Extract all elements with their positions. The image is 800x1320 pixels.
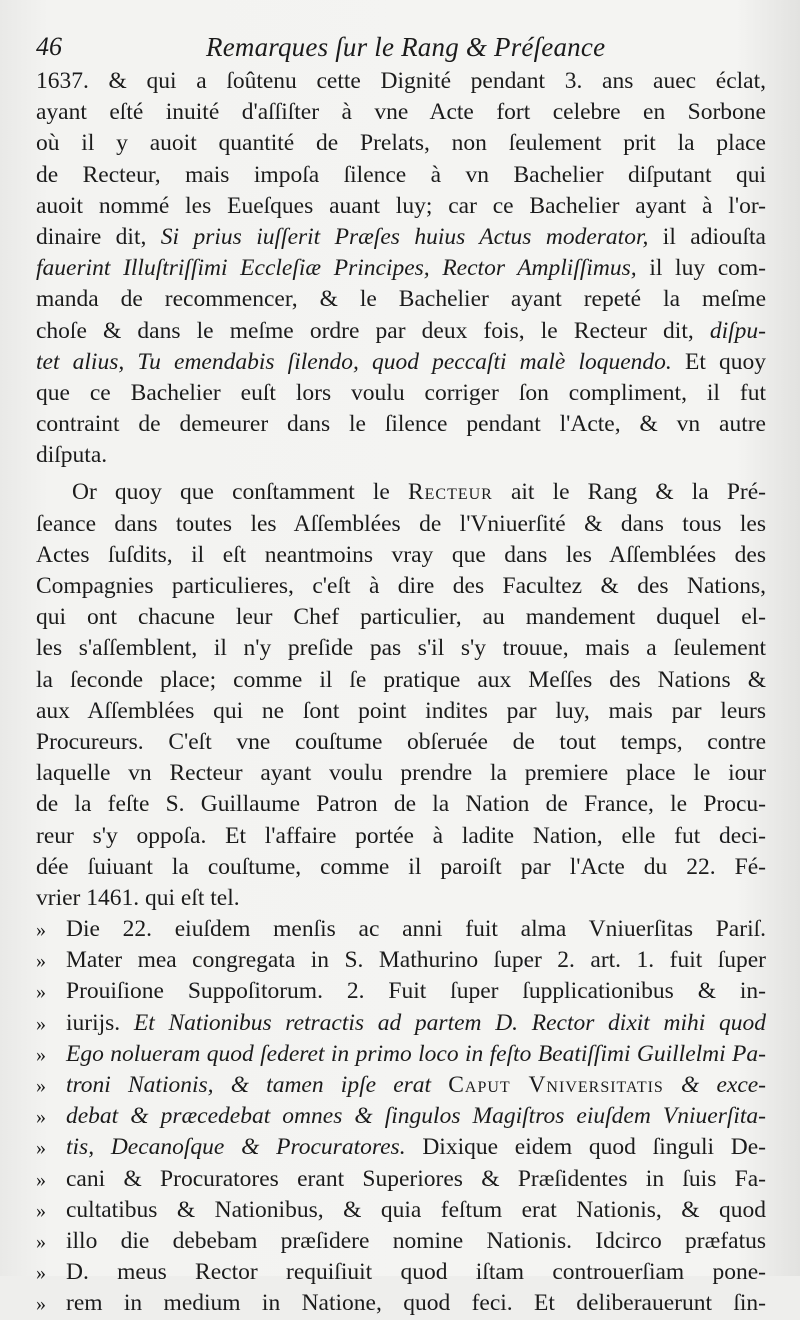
text-roman: iurijs.	[66, 1009, 134, 1036]
quoted-act	[36, 914, 766, 1319]
text-line	[36, 347, 766, 378]
text-roman: rem in medium in Natione, quod feci. Et deliberauerunt ſin-	[66, 1290, 766, 1317]
text-line: Actes ſuſdits, il eſt neantmoins vray que dans les Aſſemblées des	[36, 541, 766, 568]
text-line: aux Aſſemblées qui ne ſont point indites par luy, mais par leurs	[36, 697, 766, 724]
quote-line	[36, 1039, 766, 1070]
text-line: manda de recommencer, & le Bachelier ayant repeté la meſme	[36, 286, 766, 313]
small-caps-word: Recteur	[407, 479, 493, 506]
latin-italic: fauerint Illuſtriſſimi Eccleſiæ Principes, Rector Ampliſſimus,	[36, 255, 637, 282]
guillemet: »	[36, 1293, 46, 1316]
text-line: de Recteur, mais impoſa ſilence à vn Bachelier diſputant qui	[36, 161, 766, 188]
guillemet: »	[36, 1230, 46, 1253]
quote-line	[36, 1101, 766, 1132]
text-roman: cani & Procuratores erant Superiores & Præſidentes in ſuis Fa-	[66, 1165, 766, 1192]
guillemet: »	[36, 1199, 46, 1222]
text-line: qui ont chacune leur Chef particulier, au mandement duquel el-	[36, 604, 766, 631]
text-line: que ce Bachelier euſt lors voulu corriger ſon compliment, il fut	[36, 379, 766, 406]
text-line: vrier 1461. qui eſt tel.	[36, 884, 240, 911]
quote-line	[36, 1257, 766, 1288]
text-line: laquelle vn Recteur ayant voulu prendre la premiere place le iour	[36, 760, 766, 787]
quote-line	[36, 914, 766, 945]
guillemet: »	[36, 1262, 46, 1285]
quote-line	[36, 1226, 766, 1257]
text-line: reur s'y oppoſa. Et l'affaire portée à ladite Nation, elle fut deci-	[36, 822, 766, 849]
paragraph-2	[36, 477, 766, 914]
text-roman: D. meus Rector requiſiuit quod iſtam controuerſiam pone-	[66, 1259, 766, 1286]
quote-line	[36, 1008, 766, 1039]
page-header	[36, 28, 766, 68]
page-number: 46	[36, 32, 62, 61]
guillemet: »	[36, 950, 46, 973]
small-caps-phrase: Caput Vniversitatis	[448, 1072, 664, 1098]
text-roman: Dixique eidem quod ſinguli De-	[405, 1134, 766, 1161]
quote-line	[36, 1288, 766, 1319]
running-title: Remarques ſur le Rang & Préſeance	[206, 32, 606, 62]
text-roman: ait le Rang & la Pré-	[492, 479, 766, 506]
guillemet: »	[36, 1043, 46, 1066]
text-line	[36, 477, 766, 508]
text-line: les s'aſſemblent, il n'y preſide pas s'il s'y trouue, mais a ſeulement	[36, 635, 766, 662]
text-line: Procureurs. C'eſt vne couſtume obſeruée de tout temps, contre	[36, 728, 766, 755]
text-line: la ſeconde place; comme il ſe pratique aux Meſſes des Nations &	[36, 666, 766, 693]
guillemet: »	[36, 981, 46, 1004]
text-line: auoit nommé les Eueſques auant luy; car ce Bachelier ayant à l'or-	[36, 192, 766, 219]
guillemet: »	[36, 1106, 46, 1129]
text-line: de la feſte S. Guillaume Patron de la Nation de France, le Procu-	[36, 791, 766, 818]
text-roman: dinaire dit,	[36, 223, 161, 250]
latin-italic: & exce-	[663, 1072, 766, 1098]
latin-italic: troni Nationis, & tamen ipſe erat	[66, 1072, 449, 1098]
latin-italic: diſpu-	[709, 317, 766, 344]
text-line: contraint de demeurer dans le ſilence pendant l'Acte, & vn autre	[36, 411, 766, 438]
guillemet: »	[36, 1012, 46, 1035]
quote-line	[36, 945, 766, 976]
guillemet: »	[36, 919, 46, 942]
text-roman: choſe & dans le meſme ordre par deux fois, le Recteur dit,	[36, 317, 710, 344]
quote-line	[36, 1132, 766, 1163]
text-line: dée ſuiuant la couſtume, comme il paroiſt par l'Acte du 22. Fé-	[36, 853, 766, 880]
text-line: Compagnies particulieres, c'eſt à dire des Facultez & des Nations,	[36, 573, 766, 599]
quote-line	[36, 1070, 766, 1101]
body-text	[36, 66, 766, 1320]
latin-italic: tet alius, Tu emendabis ſilendo, quod peccaſti malè loquendo.	[36, 348, 672, 375]
latin-italic: Si prius iuſſerit Præſes huius Actus moderator,	[160, 223, 649, 250]
guillemet: »	[36, 1168, 46, 1191]
quote-line	[36, 1164, 766, 1195]
text-line: diſputa.	[36, 442, 108, 469]
text-line: 1637. & qui a ſoûtenu cette Dignité pendant 3. ans auec éclat,	[36, 68, 766, 94]
latin-italic: debat & præcedebat omnes & ſingulos Magiſtros eiuſdem Vniuerſita-	[66, 1103, 766, 1130]
latin-italic: Et Nationibus retractis ad partem D. Rector dixit mihi quod	[133, 1009, 766, 1036]
guillemet: »	[36, 1075, 46, 1097]
text-line	[36, 316, 766, 347]
quote-line	[36, 976, 766, 1007]
text-roman: Et quoy	[671, 348, 766, 375]
guillemet: »	[36, 1137, 46, 1160]
text-line: où il y auoit quantité de Prelats, non ſeulement prit la place	[36, 130, 766, 157]
text-roman: Mater mea congregata in S. Mathurino ſuper 2. art. 1. fuit ſuper	[66, 947, 766, 974]
text-roman: il adiouſta	[648, 223, 766, 250]
latin-italic: Ego nolueram quod ſederet in primo loco in feſto Beatiſſimi Guillelmi Pa-	[66, 1040, 766, 1067]
text-line: ayant eſté inuité d'aſſiſter à vne Acte fort celebre en Sorbone	[36, 99, 766, 126]
text-roman: illo die debebam præſidere nomine Nationis. Idcirco præfatus	[66, 1227, 766, 1254]
latin-italic: tis, Decanoſque & Procuratores.	[66, 1134, 406, 1161]
quote-line	[36, 1195, 766, 1226]
text-roman: Die 22. eiuſdem menſis ac anni fuit alma Vniuerſitas Pariſ.	[66, 916, 766, 943]
text-line	[36, 253, 766, 284]
text-roman: Or quoy que conſtamment le	[72, 479, 408, 506]
text-roman: cultatibus & Nationibus, & quia feſtum erat Nationis, & quod	[66, 1196, 766, 1223]
text-roman: Prouiſione Suppoſitorum. 2. Fuit ſuper ſupplicationibus & in-	[66, 978, 766, 1005]
text-roman: il luy com-	[636, 255, 766, 282]
text-line	[36, 222, 766, 253]
text-line: ſeance dans toutes les Aſſemblées de l'Vniuerſité & dans tous les	[36, 510, 766, 537]
paragraph-1	[36, 66, 766, 471]
